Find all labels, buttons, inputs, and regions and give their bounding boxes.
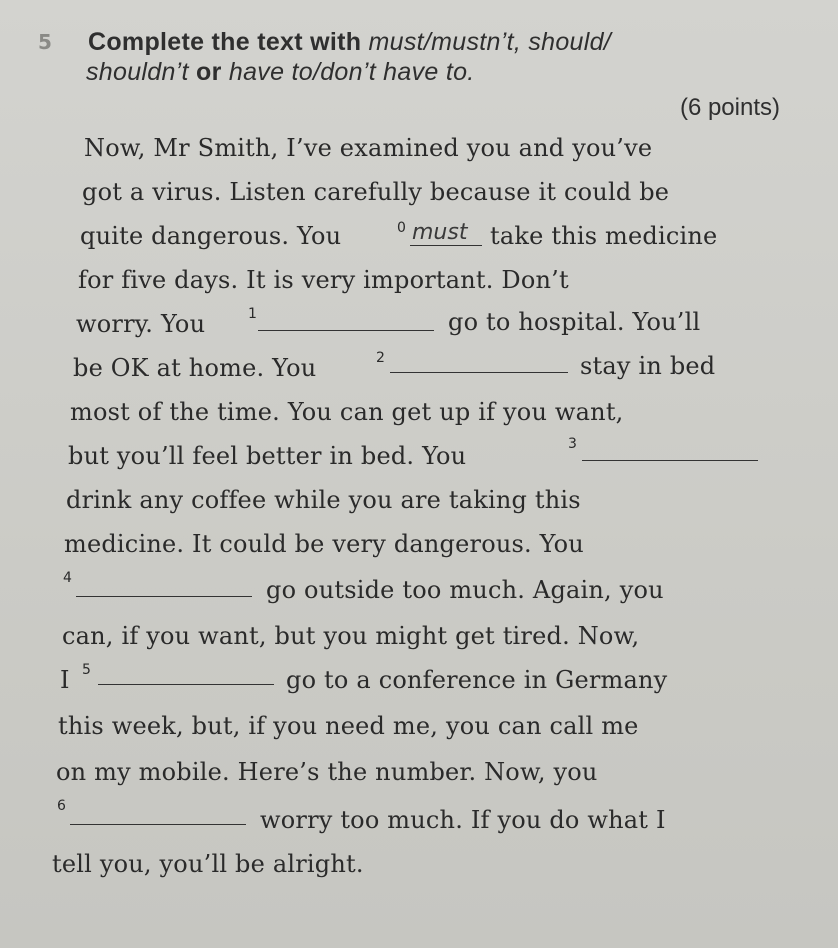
text-line: Now, Mr Smith, I’ve examined you and you’ve xyxy=(84,134,653,162)
instruction-line-1 xyxy=(88,28,611,57)
points-label: (6 points) xyxy=(679,94,780,121)
text-line xyxy=(80,222,341,250)
instruction-line-2 xyxy=(86,58,475,87)
text-line: most of the time. You can get up if you want, xyxy=(70,398,624,426)
text-line: for five days. It is very important. Don’t xyxy=(78,266,569,294)
instruction-options: shouldn’t xyxy=(86,58,189,86)
text-line: tell you, you’ll be alright. xyxy=(52,850,364,878)
text-segment: go to hospital. You’ll xyxy=(448,308,701,336)
answer-blank-3[interactable] xyxy=(582,460,758,461)
text-segment: go outside too much. Again, you xyxy=(266,576,664,604)
instruction-options: have to/don’t have to. xyxy=(228,58,475,86)
gap-number: 5 xyxy=(82,662,91,678)
text-segment: quite dangerous. You xyxy=(80,222,342,250)
text-segment: worry. You xyxy=(76,310,206,338)
text-segment: worry too much. If you do what I xyxy=(260,806,666,834)
text-segment: go to a conference in Germany xyxy=(286,666,668,694)
text-line: drink any coffee while you are taking this xyxy=(66,486,581,514)
text-segment: take this medicine xyxy=(490,222,718,250)
answer-blank-1[interactable] xyxy=(258,330,434,331)
answer-blank-4[interactable] xyxy=(76,596,252,597)
gap-number: 1 xyxy=(248,306,257,322)
instruction-text: or xyxy=(188,58,229,86)
text-line: got a virus. Listen carefully because it could be xyxy=(82,178,670,206)
gap-number: 0 xyxy=(397,220,406,236)
instruction-text: Complete the text with xyxy=(88,28,369,56)
text-line: this week, but, if you need me, you can call me xyxy=(58,712,639,740)
text-segment: stay in bed xyxy=(580,352,716,380)
text-line: can, if you want, but you might get tired. Now, xyxy=(62,622,640,650)
instruction-options: must/mustn’t, should/ xyxy=(368,28,612,56)
exercise-number: 5 xyxy=(38,30,52,54)
text-line: on my mobile. Here’s the number. Now, you xyxy=(56,758,598,786)
gap-number: 4 xyxy=(63,570,72,586)
text-line: medicine. It could be very dangerous. You xyxy=(64,530,584,558)
gap-number: 3 xyxy=(568,436,577,452)
gap-number: 6 xyxy=(57,798,66,814)
text-segment: be OK at home. You xyxy=(73,354,317,382)
answer-blank-6[interactable] xyxy=(70,824,246,825)
answer-blank-5[interactable] xyxy=(98,684,274,685)
text-segment: but you’ll feel better in bed. You xyxy=(68,442,467,470)
example-answer: must xyxy=(410,220,482,246)
gap-number: 2 xyxy=(376,350,385,366)
text-segment: I xyxy=(60,666,70,694)
answer-blank-2[interactable] xyxy=(390,372,568,373)
